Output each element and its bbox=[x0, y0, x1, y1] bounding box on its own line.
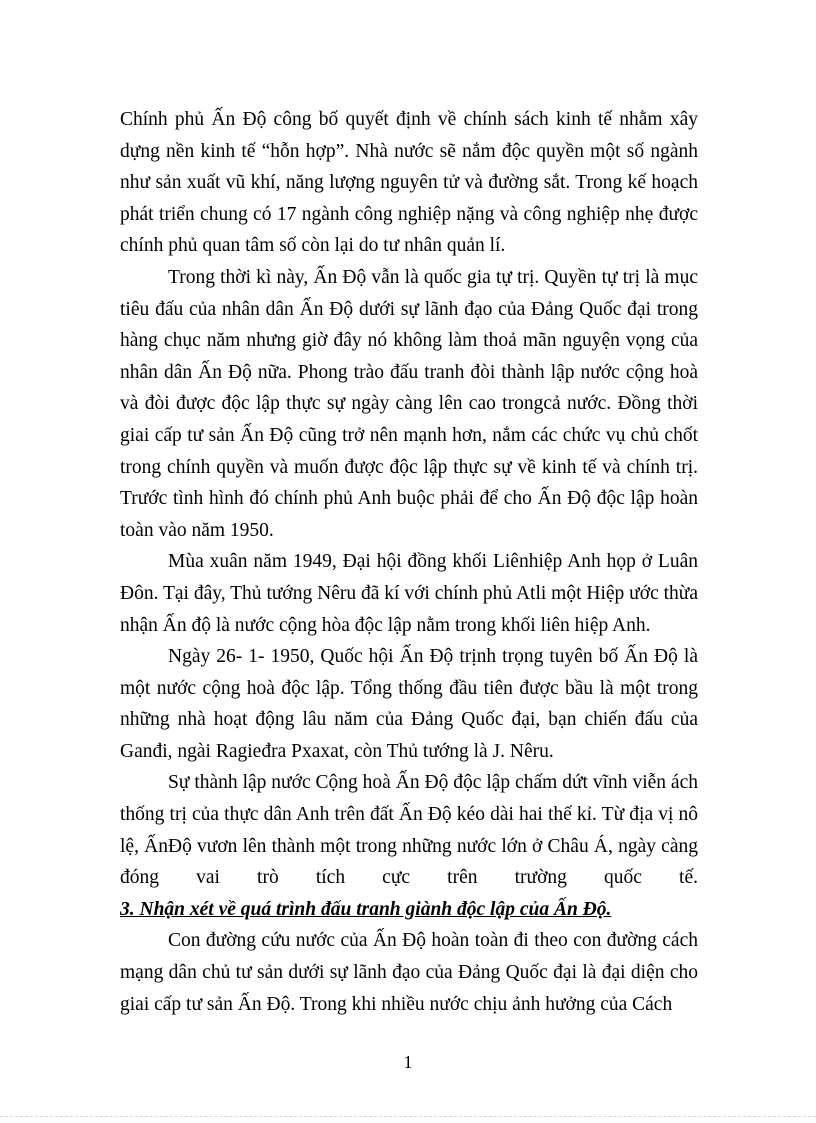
paragraph-independence-significance: Sự thành lập nước Cộng hoà Ấn Độ độc lập chấm dứt vĩnh viễn ách thống trị của thực dân Anh trên đất Ấn Độ kéo dài hai thế kỉ. Từ địa vị nô lệ, ẤnĐộ vươn lên thành một trong những nước lớn ở Châu Á, ngày càng đóng vai trò tích cực trên trường quốc tế. bbox=[120, 772, 698, 889]
paragraph-republic-declaration: Ngày 26- 1- 1950, Quốc hội Ấn Độ trịnh trọng tuyên bố Ấn Độ là một nước cộng hoà độc lập. Tổng thống đầu tiên được bầu là một trong những nhà hoạt động lâu năm của Đảng Quốc đại, bạn chiến đấu của Ganđi, ngài Ragieđra Pxaxat, còn Thủ tướng là J. Nêru. bbox=[120, 646, 698, 762]
page-bottom-divider bbox=[0, 1116, 816, 1117]
paragraph-self-governance: Trong thời kì này, Ấn Độ vẫn là quốc gia tự trị. Quyền tự trị là mục tiêu đấu của nhân dân Ấn Độ dưới sự lãnh đạo của Đảng Quốc đại trong hàng chục năm nhưng giờ đây nó không làm thoả mãn nguyện vọng của nhân dân Ấn Độ nữa. Phong trào đấu tranh đòi thành lập nước cộng hoà và đòi được độc lập thực sự ngày càng lên cao trongcả nước. Đồng thời giai cấp tư sản Ấn Độ cũng trở nên mạnh hơn, nắm các chức vụ chủ chốt trong chính quyền và muốn được độc lập thực sự về kinh tế và chính trị. Trước tình hình đó chính phủ Anh buộc phải để cho Ấn Độ độc lập hoàn toàn vào năm 1950. bbox=[120, 266, 698, 541]
paragraph-commonwealth-treaty: Mùa xuân năm 1949, Đại hội đồng khối Liênhiệp Anh họp ở Luân Đôn. Tại đây, Thủ tướng Nêru đã kí với chính phủ Atli một Hiệp ước thừa nhận Ấn độ là nước cộng hòa độc lập nằm trong khối liên hiệp Anh. bbox=[120, 551, 698, 636]
paragraph-economic-policy: Chính phủ Ấn Độ công bố quyết định về chính sách kinh tế nhằm xây dựng nền kinh tế “hỗn hợp”. Nhà nước sẽ nắm độc quyền một số ngành như sản xuất vũ khí, năng lượng nguyên tử và đường sắt. Trong kế hoạch phát triển chung có 17 ngành công nghiệp nặng và công nghiệp nhẹ được chính phủ quan tâm số còn lại do tư nhân quản lí. bbox=[120, 109, 698, 257]
paragraph-path-to-independence: Con đường cứu nước của Ấn Độ hoàn toàn đi theo con đường cách mạng dân chủ tư sản dưới sự lãnh đạo của Đảng Quốc đại là đại diện cho giai cấp tư sản Ấn Độ. Trong khi nhiều nước chịu ảnh hưởng của Cách bbox=[120, 930, 698, 1015]
page-number: 1 bbox=[403, 1052, 413, 1072]
section-heading: 3. Nhận xét về quá trình đấu tranh giành độc lập của Ấn Độ. bbox=[120, 898, 612, 920]
body-text bbox=[120, 104, 698, 1020]
